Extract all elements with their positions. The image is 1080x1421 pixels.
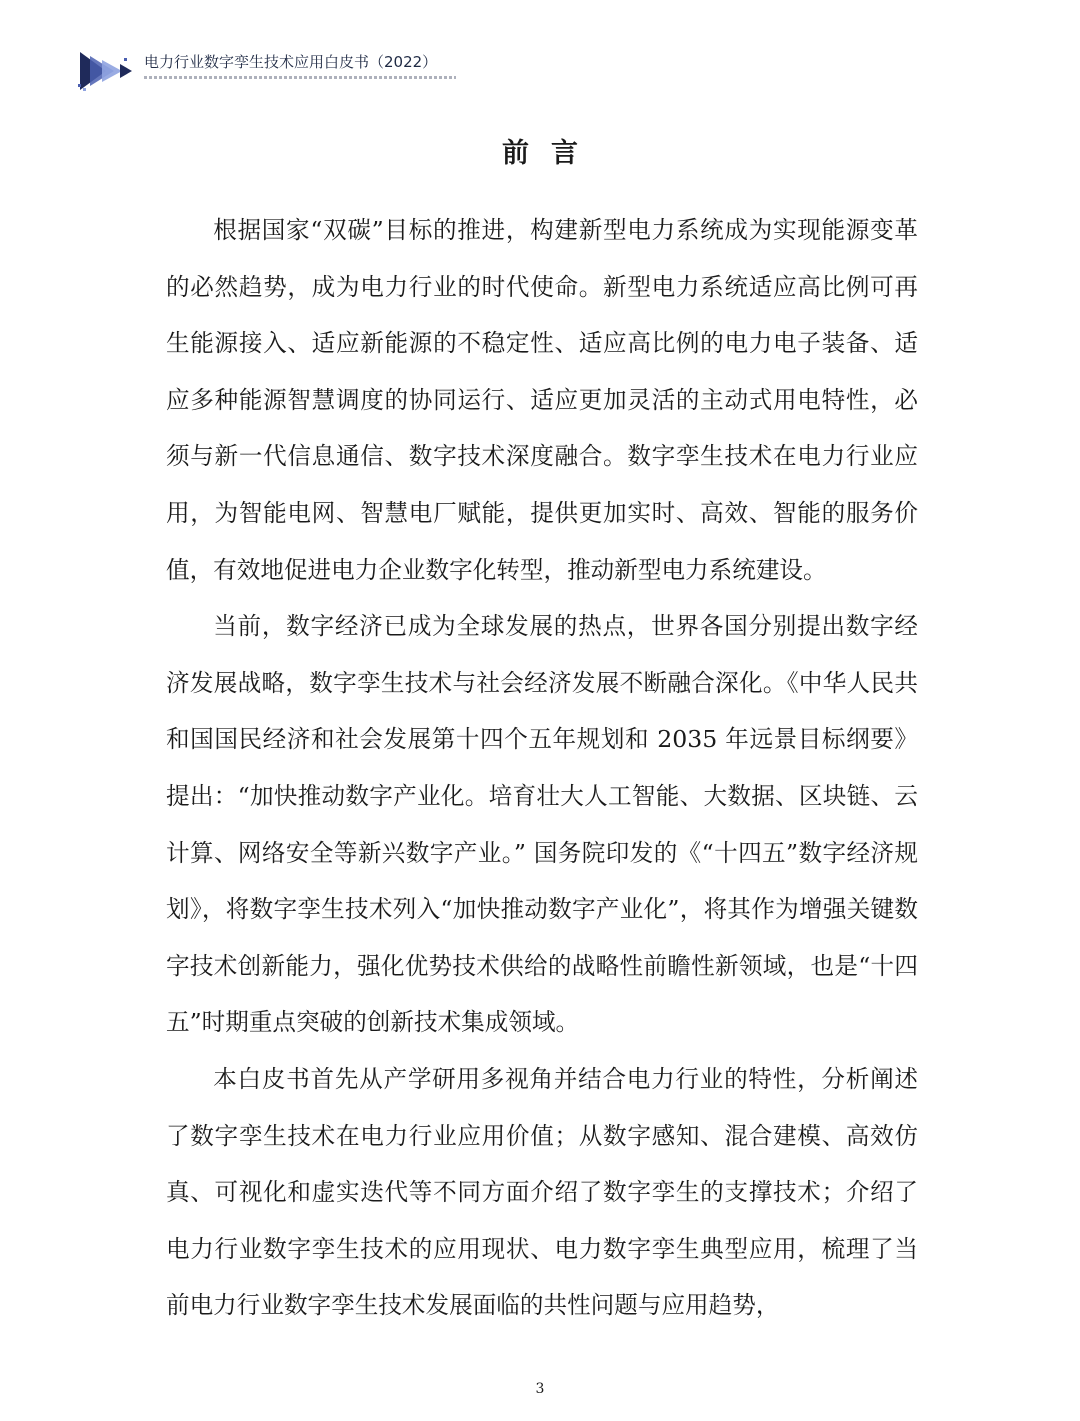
page-header (76, 44, 496, 100)
page-title: 前言 (502, 138, 600, 169)
page-number: 3 (535, 1381, 545, 1397)
paragraph-3: 本白皮书首先从产学研用多视角并结合电力行业的特性，分析阐述了数字孪生技术在电力行业应用价值；从数字感知、混合建模、高效仿真、可视化和虚实迭代等不同方面介绍了数字孪生的支撑技术；介绍了电力行业数字孪生技术的应用现状、电力数字孪生典型应用，梳理了当前电力行业数字孪生技术发展面临的共性问题与应用趋势， (166, 1064, 918, 1320)
body-text (166, 202, 918, 1334)
whitepaper-logo (76, 46, 136, 96)
paragraph-1: 根据国家“双碳”目标的推进，构建新型电力系统成为实现能源变革的必然趋势，成为电力行业的时代使命。新型电力系统适应高比例可再生能源接入、适应新能源的不稳定性、适应高比例的电力电子装备、适应多种能源智慧调度的协同运行、适应更加灵活的主动式用电特性，必须与新一代信息通信、数字技术深度融合。数字孪生技术在电力行业应用，为智能电网、智慧电厂赋能，提供更加实时、高效、智能的服务价值，有效地促进电力企业数字化转型，推动新型电力系统建设。 (166, 216, 918, 584)
header-subtitle-line (144, 76, 456, 79)
paragraph-2: 当前，数字经济已成为全球发展的热点，世界各国分别提出数字经济发展战略，数字孪生技术与社会经济发展不断融合深化。《中华人民共和国国民经济和社会发展第十四个五年规划和 2035 年远景目标纲要》提出：“加快推动数字产业化。培育壮大人工智能、大数据、区块链、云计算、网络安全等新兴数字产业。” 国务院印发的《“十四五”数字经济规划》，将数字孪生技术列入“加快推动数字产业化”，将其作为增强关键数字技术创新能力，强化优势技术供给的战略性前瞻性新领域，也是“十四五”时期重点突破的创新技术集成领域。 (166, 612, 918, 1037)
header-title: 电力行业数字孪生技术应用白皮书（2022） (144, 53, 438, 71)
